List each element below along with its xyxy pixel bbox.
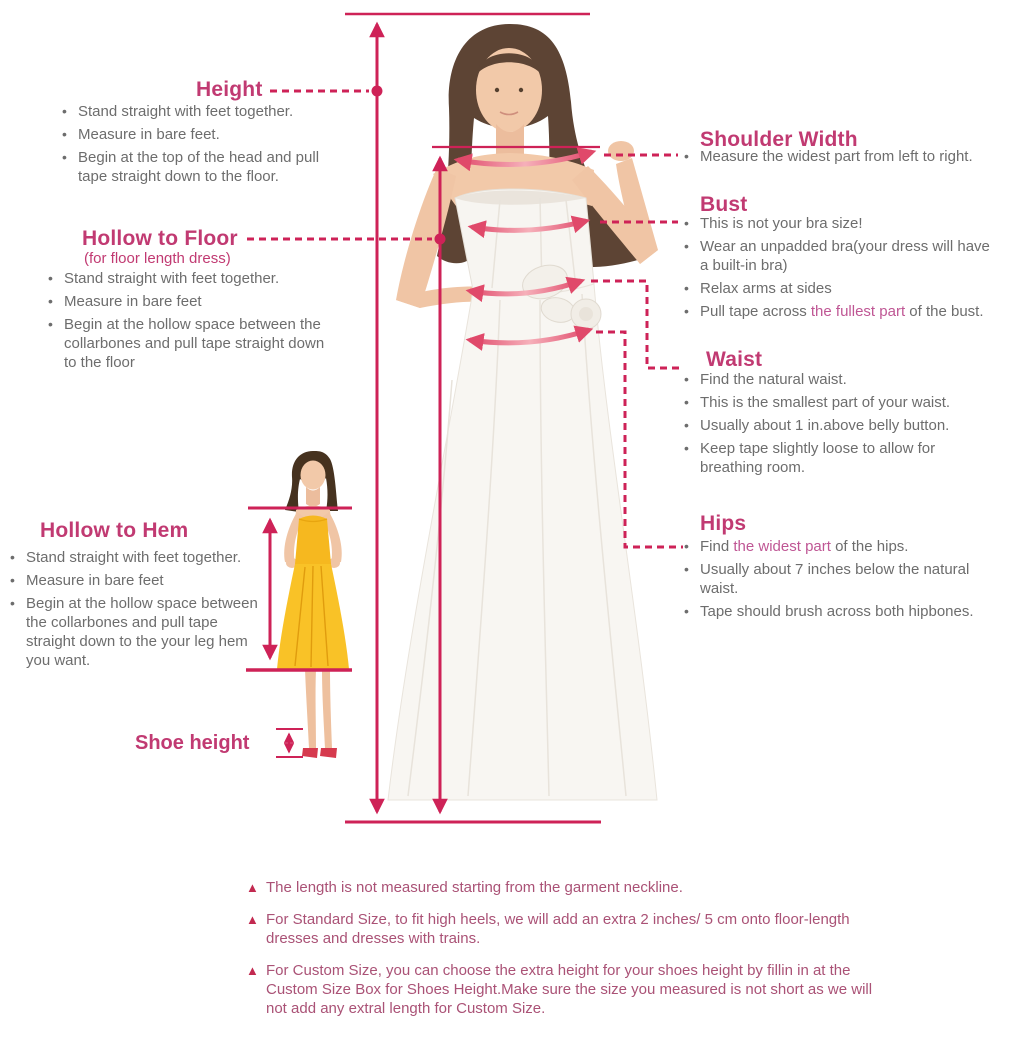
instruction-item: • This is not your bra size! (684, 215, 863, 232)
hips-find-post: of the hips. (830, 538, 909, 555)
footnote-item: ▲ The length is not measured starting from the garment neckline. (246, 879, 683, 896)
bullet-dot-icon: • (684, 417, 689, 433)
instruction-item: • Relax arms at sides (684, 280, 832, 297)
instruction-item (684, 537, 1002, 556)
instruction-item: • Measure in bare feet (48, 293, 202, 310)
bust-tape-pre: Pull tape across (700, 303, 811, 320)
hips-find-highlight: the widest part (733, 538, 831, 555)
bullet-dot-icon: • (684, 280, 689, 296)
height-instructions (62, 102, 340, 190)
bullet-dot-icon: • (684, 148, 689, 164)
hips-instructions (684, 537, 1002, 625)
instruction-item: • Keep tape slightly loose to allow for breathing room. (684, 440, 936, 476)
height-title: Height (196, 78, 263, 101)
hollow-to-floor-connector-dot (435, 234, 446, 245)
instruction-item: • Begin at the hollow space between the collarbones and pull tape straight down to the your leg hem you want. (10, 595, 258, 669)
bullet-dot-icon: • (684, 303, 689, 319)
hips-title: Hips (700, 512, 747, 535)
instruction-item: • Measure in bare feet. (62, 126, 220, 143)
instruction-item: • Measure in bare feet (10, 572, 164, 589)
shoulder-width-arrow (458, 152, 592, 165)
hollow-to-hem-instructions (10, 548, 268, 674)
waist-arrow (470, 281, 581, 294)
bullet-dot-icon: • (684, 215, 689, 231)
waist-instructions (684, 370, 989, 481)
instruction-item: • Begin at the hollow space between the collarbones and pull tape straight down to the floor (48, 316, 325, 371)
bullet-dot-icon: • (48, 293, 53, 309)
shoulder-width-title: Shoulder Width (700, 128, 858, 151)
hips-connector (596, 332, 683, 547)
shoulder-width-instructions (684, 147, 1006, 170)
bullet-dot-icon: • (684, 238, 689, 254)
instruction-item: • This is the smallest part of your waist. (684, 394, 951, 411)
bust-tape-highlight: the fullest part (810, 303, 906, 320)
bullet-dot-icon: • (684, 603, 689, 619)
triangle-bullet-icon: ▲ (246, 880, 259, 895)
bullet-dot-icon: • (684, 538, 689, 554)
triangle-bullet-icon: ▲ (246, 912, 259, 927)
instruction-item: • Stand straight with feet together. (62, 103, 294, 120)
bullet-dot-icon: • (48, 270, 53, 286)
hips-find-pre: Find (700, 538, 734, 555)
instruction-item (684, 302, 998, 321)
instruction-item: • Wear an unpadded bra(your dress will have a built-in bra) (684, 238, 990, 274)
bust-tape-post: of the bust. (905, 303, 984, 320)
instruction-item: • Measure the widest part from left to right. (684, 148, 973, 165)
footnotes (246, 878, 908, 1031)
waist-title: Waist (706, 348, 763, 371)
bullet-dot-icon: • (62, 126, 67, 142)
bullet-dot-icon: • (48, 316, 53, 332)
instruction-item: • Usually about 7 inches below the natural waist. (684, 561, 970, 597)
hollow-to-floor-title: Hollow to Floor (82, 227, 238, 250)
bullet-dot-icon: • (684, 561, 689, 577)
height-connector-dot (372, 86, 383, 97)
bullet-dot-icon: • (684, 394, 689, 410)
bullet-dot-icon: • (10, 572, 15, 588)
hollow-to-floor-instructions (48, 269, 338, 376)
bullet-dot-icon: • (10, 549, 15, 565)
instruction-item: • Begin at the top of the head and pull tape straight down to the floor. (62, 149, 320, 185)
hollow-to-floor-subtitle: (for floor length dress) (84, 250, 231, 267)
bullet-dot-icon: • (684, 371, 689, 387)
footnote-item: ▲ For Standard Size, to fit high heels, we will add an extra 2 inches/ 5 cm onto floor-length dresses and dresses with trains. (246, 911, 850, 947)
shoe-height-title: Shoe height (135, 732, 250, 754)
bullet-dot-icon: • (62, 149, 67, 165)
bust-arrow (472, 221, 586, 230)
bust-instructions (684, 214, 998, 325)
bullet-dot-icon: • (684, 440, 689, 456)
waist-connector (591, 281, 681, 368)
instruction-item: • Usually about 1 in.above belly button. (684, 417, 950, 434)
triangle-bullet-icon: ▲ (246, 963, 259, 978)
instruction-item: • Stand straight with feet together. (48, 270, 280, 287)
instruction-item: • Tape should brush across both hipbones. (684, 603, 974, 620)
bust-title: Bust (700, 193, 748, 216)
hollow-to-hem-title: Hollow to Hem (40, 519, 189, 542)
hips-arrow (470, 330, 589, 343)
instruction-item: • Find the natural waist. (684, 371, 847, 388)
bullet-dot-icon: • (10, 595, 15, 611)
instruction-item: • Stand straight with feet together. (10, 549, 242, 566)
bullet-dot-icon: • (62, 103, 67, 119)
footnote-item: ▲ For Custom Size, you can choose the extra height for your shoes height by fillin in at the Custom Size Box for Shoes Height.Make sure the size you measured is not short as we will not add any extral length for Custom Size. (246, 962, 873, 1017)
